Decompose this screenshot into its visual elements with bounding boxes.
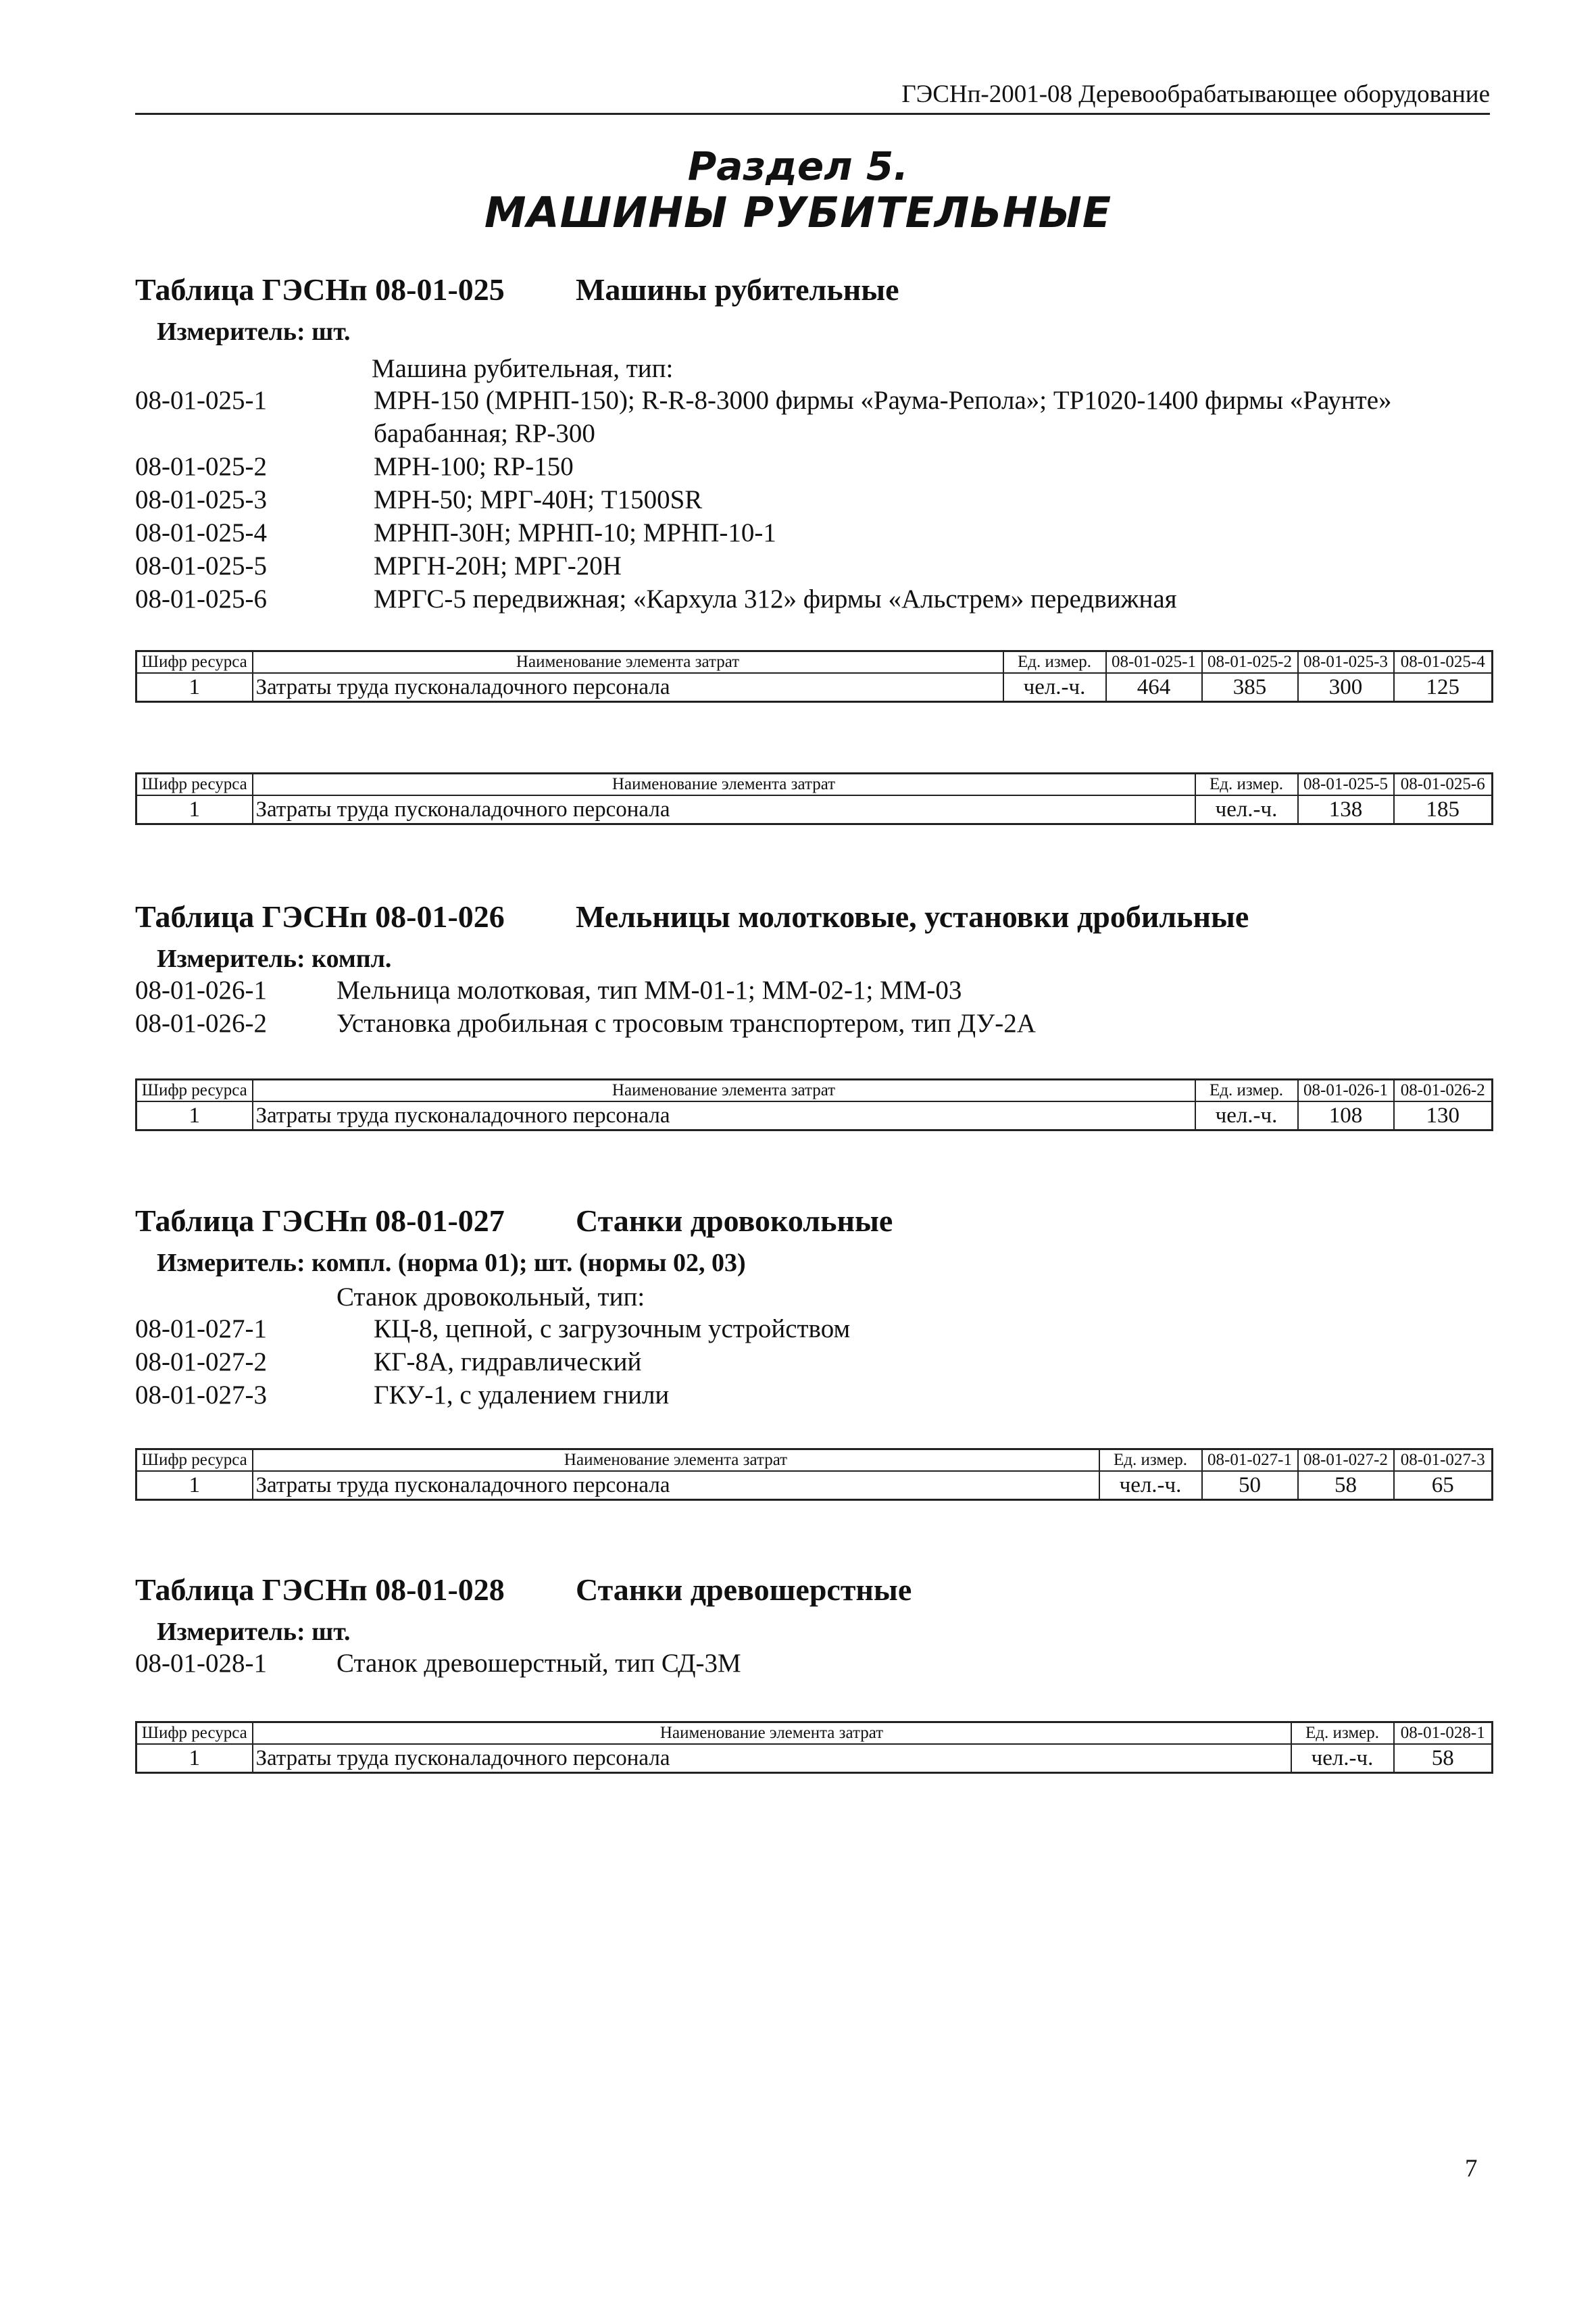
table-name: Станки дровокольные <box>576 1203 893 1238</box>
cell-unit: чел.-ч. <box>1291 1744 1394 1773</box>
cell-unit: чел.-ч. <box>1195 795 1298 824</box>
norm-code: 08-01-027-2 <box>135 1347 267 1376</box>
col-header-norm: 08-01-028-1 <box>1394 1722 1493 1745</box>
table-026-block <box>135 899 1493 1040</box>
col-header-norm: 08-01-025-3 <box>1298 651 1394 674</box>
table-027-heading <box>135 1203 1493 1239</box>
cell-value: 65 <box>1394 1471 1493 1500</box>
norm-code: 08-01-025-1 <box>135 386 267 415</box>
cell-resource: 1 <box>136 795 253 824</box>
norm-description: МРН-100; RP-150 <box>374 452 574 481</box>
norm-description: КГ-8А, гидравлический <box>374 1347 642 1376</box>
section-title: МАШИНЫ РУБИТЕЛЬНЫЕ <box>484 188 1112 237</box>
col-header-norm: 08-01-027-1 <box>1202 1449 1298 1472</box>
norm-description: МРН-150 (МРНП-150); R-R-8-3000 фирмы «Раума-Репола»; ТР1020-1400 фирмы «Раунте» барабанная; RP-300 <box>374 386 1392 448</box>
col-header-name: Наименование элемента затрат <box>253 1722 1291 1745</box>
cost-table-026 <box>135 1078 1493 1131</box>
norm-item <box>135 516 1493 549</box>
col-header-resource: Шифр ресурса <box>136 1449 253 1472</box>
running-header: ГЭСНп-2001-08 Деревообрабатывающее оборудование <box>135 80 1490 115</box>
norm-description: КЦ-8, цепной, с загрузочным устройством <box>374 1314 851 1343</box>
table-026-heading <box>135 899 1493 935</box>
cell-resource: 1 <box>136 1744 253 1773</box>
norm-description: Установка дробильная с тросовым транспортером, тип ДУ-2А <box>336 1009 1036 1038</box>
norm-description: Станок древошерстный, тип СД-3М <box>336 1649 741 1678</box>
cell-value: 138 <box>1298 795 1394 824</box>
cell-value: 464 <box>1106 673 1202 702</box>
col-header-name: Наименование элемента затрат <box>253 1449 1099 1472</box>
cell-value: 108 <box>1298 1101 1394 1130</box>
cell-name: Затраты труда пусконаладочного персонала <box>253 1744 1291 1773</box>
norm-code: 08-01-027-1 <box>135 1314 267 1343</box>
table-name: Станки древошерстные <box>576 1572 912 1607</box>
cell-value: 385 <box>1202 673 1298 702</box>
table-025-heading <box>135 272 1493 307</box>
meter: Измеритель: шт. <box>157 1618 351 1646</box>
norm-code: 08-01-025-2 <box>135 452 267 481</box>
cell-unit: чел.-ч. <box>1099 1471 1202 1500</box>
col-header-unit: Ед. измер. <box>1003 651 1106 674</box>
table-028-block <box>135 1572 1493 1680</box>
norm-code: 08-01-025-6 <box>135 584 267 614</box>
col-header-name: Наименование элемента затрат <box>253 1080 1195 1102</box>
meter: Измеритель: компл. (норма 01); шт. (нормы 02, 03) <box>157 1249 746 1277</box>
norm-description: МРГН-20Н; МРГ-20Н <box>374 551 622 580</box>
cell-name: Затраты труда пусконаладочного персонала <box>253 673 1003 702</box>
table-code: Таблица ГЭСНп 08-01-028 <box>135 1572 505 1607</box>
norm-item <box>135 1312 1493 1345</box>
col-header-name: Наименование элемента затрат <box>253 651 1003 674</box>
type-intro: Машина рубительная, тип: <box>372 354 674 383</box>
cost-table-028 <box>135 1721 1493 1774</box>
table-row <box>136 1471 1493 1500</box>
norm-item <box>135 582 1493 616</box>
cell-value: 58 <box>1394 1744 1493 1773</box>
col-header-unit: Ед. измер. <box>1195 774 1298 796</box>
norm-description: МРН-50; МРГ-40Н; Т1500SR <box>374 485 703 514</box>
norm-item <box>135 549 1493 582</box>
meter: Измеритель: шт. <box>157 318 351 346</box>
cell-value: 58 <box>1298 1471 1394 1500</box>
col-header-unit: Ед. измер. <box>1291 1722 1394 1745</box>
cell-value: 185 <box>1394 795 1493 824</box>
norm-description: Мельница молотковая, тип ММ-01-1; ММ-02-1; ММ-03 <box>336 976 962 1005</box>
col-header-norm: 08-01-025-4 <box>1394 651 1493 674</box>
col-header-resource: Шифр ресурса <box>136 1722 253 1745</box>
col-header-resource: Шифр ресурса <box>136 774 253 796</box>
col-header-name: Наименование элемента затрат <box>253 774 1195 796</box>
cell-resource: 1 <box>136 1101 253 1130</box>
norm-description: МРНП-30Н; МРНП-10; МРНП-10-1 <box>374 518 776 547</box>
norm-item <box>135 384 1493 450</box>
col-header-norm: 08-01-025-5 <box>1298 774 1394 796</box>
table-027-block <box>135 1203 1493 1412</box>
col-header-norm: 08-01-025-6 <box>1394 774 1493 796</box>
table-025-block <box>135 272 1493 616</box>
table-name: Машины рубительные <box>576 272 899 307</box>
cell-value: 50 <box>1202 1471 1298 1500</box>
norm-code: 08-01-027-3 <box>135 1380 267 1410</box>
col-header-norm: 08-01-026-2 <box>1394 1080 1493 1102</box>
col-header-unit: Ед. измер. <box>1099 1449 1202 1472</box>
cell-name: Затраты труда пусконаладочного персонала <box>253 1471 1099 1500</box>
norm-item <box>135 974 1493 1007</box>
norm-code: 08-01-026-1 <box>135 976 267 1005</box>
table-row <box>136 673 1493 702</box>
cost-table-025b <box>135 772 1493 825</box>
norm-code: 08-01-028-1 <box>135 1649 267 1678</box>
table-code: Таблица ГЭСНп 08-01-025 <box>135 272 505 307</box>
cell-value: 125 <box>1394 673 1493 702</box>
table-row <box>136 1101 1493 1130</box>
cell-name: Затраты труда пусконаладочного персонала <box>253 1101 1195 1130</box>
cell-unit: чел.-ч. <box>1003 673 1106 702</box>
col-header-norm: 08-01-025-1 <box>1106 651 1202 674</box>
type-intro: Станок дровокольный, тип: <box>336 1283 645 1312</box>
cell-value: 130 <box>1394 1101 1493 1130</box>
cell-value: 300 <box>1298 673 1394 702</box>
norm-item <box>135 450 1493 483</box>
norm-description: МРГС-5 передвижная; «Кархула 312» фирмы «Альстрем» передвижная <box>374 584 1177 614</box>
col-header-resource: Шифр ресурса <box>136 1080 253 1102</box>
col-header-resource: Шифр ресурса <box>136 651 253 674</box>
col-header-norm: 08-01-027-3 <box>1394 1449 1493 1472</box>
meter: Измеритель: компл. <box>157 945 392 973</box>
section-label: Раздел 5. <box>687 143 909 189</box>
col-header-norm: 08-01-026-1 <box>1298 1080 1394 1102</box>
table-name: Мельницы молотковые, установки дробильные <box>576 899 1249 934</box>
norm-code: 08-01-025-3 <box>135 485 267 514</box>
table-code: Таблица ГЭСНп 08-01-027 <box>135 1203 505 1238</box>
cell-name: Затраты труда пусконаладочного персонала <box>253 795 1195 824</box>
norm-item <box>135 1378 1493 1412</box>
norm-code: 08-01-025-5 <box>135 551 267 580</box>
cost-table-027 <box>135 1448 1493 1501</box>
col-header-norm: 08-01-025-2 <box>1202 651 1298 674</box>
col-header-unit: Ед. измер. <box>1195 1080 1298 1102</box>
norm-description: ГКУ-1, с удалением гнили <box>374 1380 670 1410</box>
norm-item <box>135 1007 1493 1040</box>
cell-resource: 1 <box>136 1471 253 1500</box>
table-code: Таблица ГЭСНп 08-01-026 <box>135 899 505 934</box>
table-028-heading <box>135 1572 1493 1608</box>
cost-table-025a <box>135 650 1493 703</box>
norm-item <box>135 1345 1493 1378</box>
table-row <box>136 1744 1493 1773</box>
table-row <box>136 795 1493 824</box>
cell-resource: 1 <box>136 673 253 702</box>
norm-code: 08-01-026-2 <box>135 1009 267 1038</box>
norm-item <box>135 1647 1493 1680</box>
col-header-norm: 08-01-027-2 <box>1298 1449 1394 1472</box>
norm-item <box>135 483 1493 516</box>
cell-unit: чел.-ч. <box>1195 1101 1298 1130</box>
norm-code: 08-01-025-4 <box>135 518 267 547</box>
page-number: 7 <box>1465 2155 1478 2183</box>
